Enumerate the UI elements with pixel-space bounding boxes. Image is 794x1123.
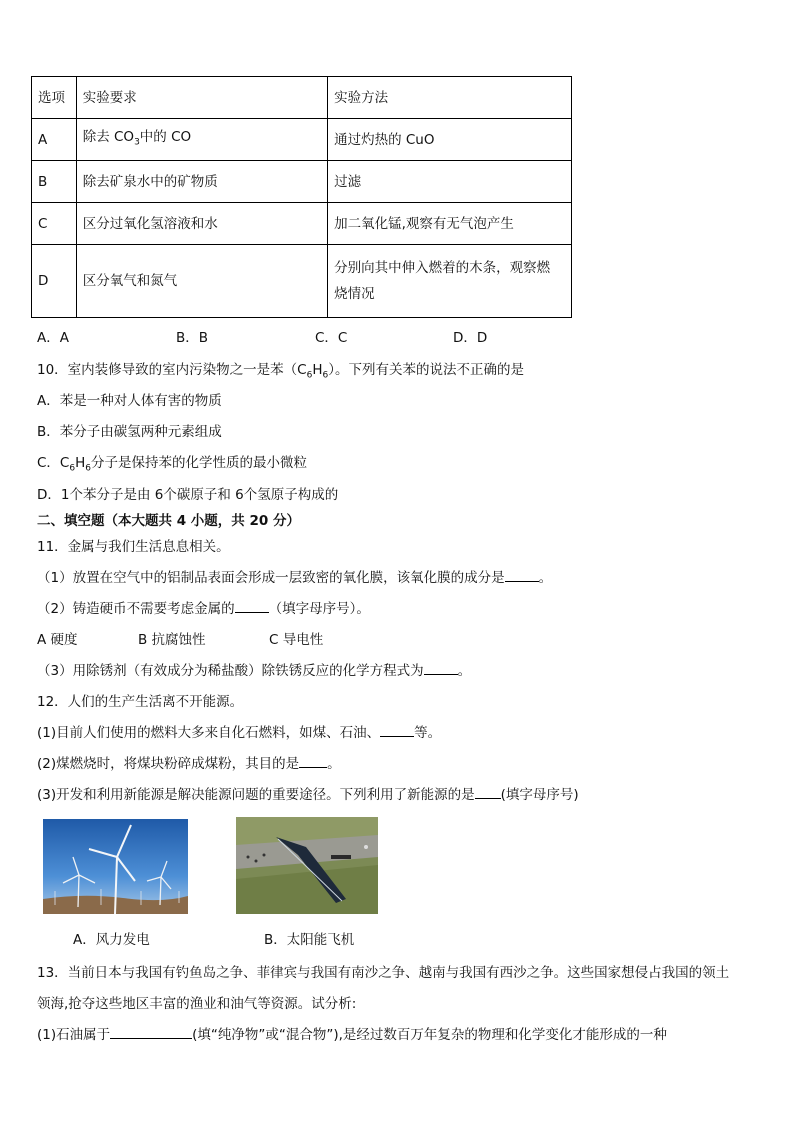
choice: B．B bbox=[176, 330, 209, 346]
subscript: 6 bbox=[69, 463, 76, 474]
method-line: 分别向其中伸入燃着的木条，观察燃 bbox=[334, 260, 551, 276]
caption-b: B．太阳能飞机 bbox=[264, 932, 355, 948]
answer-blank[interactable] bbox=[235, 600, 269, 613]
wind-power-image bbox=[43, 819, 188, 914]
option-cell: C bbox=[32, 203, 77, 245]
method-line: 烧情况 bbox=[334, 286, 375, 302]
caption-a: A．风力发电 bbox=[73, 932, 150, 948]
table-header-row bbox=[32, 77, 572, 119]
q13-line3 bbox=[37, 1023, 667, 1043]
experiment-table bbox=[31, 76, 572, 318]
text: (1)石油属于 bbox=[37, 1027, 111, 1043]
q11-part1 bbox=[37, 566, 552, 586]
text: （2）铸造硬币不需要考虑金属的 bbox=[37, 601, 235, 617]
answer-blank[interactable] bbox=[299, 755, 327, 768]
requirement-cell: 区分过氧化氢溶液和水 bbox=[76, 203, 327, 245]
text: (3)开发和利用新能源是解决能源问题的重要途径。下列利用了新能源的是 bbox=[37, 787, 475, 803]
q11-stem: 11．金属与我们生活息息相关。 bbox=[37, 539, 230, 555]
text: (2)煤燃烧时，将煤块粉碎成煤粉，其目的是 bbox=[37, 756, 300, 772]
table-row bbox=[32, 161, 572, 203]
choice: A．A bbox=[37, 330, 69, 346]
requirement-text: 中的 CO bbox=[139, 128, 192, 145]
text: （填字母序号）。 bbox=[268, 601, 370, 617]
option-cell: B bbox=[32, 161, 77, 203]
q11-part3 bbox=[37, 659, 471, 679]
q11-choices bbox=[37, 628, 323, 648]
q12-part2 bbox=[37, 752, 341, 772]
table-header-cell: 选项 bbox=[32, 77, 77, 119]
answer-blank[interactable] bbox=[380, 724, 414, 737]
requirement-cell: 除去矿泉水中的矿物质 bbox=[76, 161, 327, 203]
table-row bbox=[32, 245, 572, 318]
subscript: 6 bbox=[306, 370, 313, 381]
method-cell: 加二氧化锰,观察有无气泡产生 bbox=[328, 203, 572, 245]
option-cell: A bbox=[32, 119, 77, 161]
q12-part3 bbox=[37, 783, 579, 803]
choice: A 硬度 bbox=[37, 632, 78, 648]
q11-part2 bbox=[37, 597, 370, 617]
requirement-cell bbox=[76, 119, 327, 161]
q10-option-d: D．1个苯分子是由 6个碳原子和 6个氢原子构成的 bbox=[37, 487, 339, 503]
text: 分子是保持苯的化学性质的最小微粒 bbox=[90, 455, 307, 471]
text: (1)目前人们使用的燃料大多来自化石燃料，如煤、石油、 bbox=[37, 725, 381, 741]
text: (填字母序号) bbox=[500, 787, 579, 803]
requirement-cell: 区分氧气和氮气 bbox=[76, 245, 327, 318]
table-header-cell: 实验要求 bbox=[76, 77, 327, 119]
answer-blank[interactable] bbox=[505, 569, 539, 582]
method-cell bbox=[328, 245, 572, 318]
text: 等。 bbox=[414, 725, 442, 741]
choice: C．C bbox=[315, 330, 348, 346]
subscript: 3 bbox=[134, 137, 140, 148]
text: 。 bbox=[457, 663, 472, 679]
q12-part1 bbox=[37, 721, 441, 741]
text: 。 bbox=[538, 570, 553, 586]
solar-plane-image bbox=[236, 817, 378, 914]
section-heading: 二、填空题（本大题共 4 小题，共 20 分） bbox=[37, 513, 300, 529]
q10-stem bbox=[37, 358, 524, 381]
text: ）。下列有关苯的说法不正确的是 bbox=[328, 362, 524, 378]
subscript: 6 bbox=[322, 370, 329, 381]
subscript: 6 bbox=[85, 463, 91, 474]
q10-option-a: A．苯是一种对人体有害的物质 bbox=[37, 393, 222, 409]
q12-stem: 12．人们的生产生活离不开能源。 bbox=[37, 694, 244, 710]
table-row bbox=[32, 119, 572, 161]
method-cell: 通过灼热的 CuO bbox=[328, 119, 572, 161]
choice: C 导电性 bbox=[269, 632, 324, 648]
answer-blank[interactable] bbox=[110, 1026, 192, 1039]
text: H bbox=[75, 455, 86, 471]
q9-choices bbox=[37, 326, 487, 346]
choice: B 抗腐蚀性 bbox=[138, 632, 206, 648]
text: H bbox=[312, 362, 323, 378]
text: （1）放置在空气中的铝制品表面会形成一层致密的氧化膜，该氧化膜的成分是 bbox=[37, 570, 505, 586]
answer-blank[interactable] bbox=[475, 786, 501, 799]
option-cell: D bbox=[32, 245, 77, 318]
answer-blank[interactable] bbox=[424, 662, 458, 675]
q13-line2: 领海,抢夺这些地区丰富的渔业和油气等资源。试分析: bbox=[37, 996, 357, 1012]
choice: D．D bbox=[453, 330, 488, 346]
q13-line1: 13．当前日本与我国有钓鱼岛之争、菲律宾与我国有南沙之争、越南与我国有西沙之争。这些国家想侵占我国的领土 bbox=[37, 965, 730, 981]
text: (填“纯净物”或“混合物”),是经过数百万年复杂的物理和化学变化才能形成的一种 bbox=[192, 1027, 667, 1043]
q10-option-c bbox=[37, 451, 307, 474]
text: 10．室内装修导致的室内污染物之一是苯（C bbox=[37, 362, 307, 378]
table-header-cell: 实验方法 bbox=[328, 77, 572, 119]
q10-option-b: B．苯分子由碳氢两种元素组成 bbox=[37, 424, 222, 440]
text: 。 bbox=[327, 756, 341, 772]
text: （3）用除锈剂（有效成分为稀盐酸）除铁锈反应的化学方程式为 bbox=[37, 663, 424, 679]
text: C．C bbox=[37, 455, 70, 471]
table-row bbox=[32, 203, 572, 245]
method-cell: 过滤 bbox=[328, 161, 572, 203]
requirement-text: 除去 CO bbox=[82, 128, 135, 145]
